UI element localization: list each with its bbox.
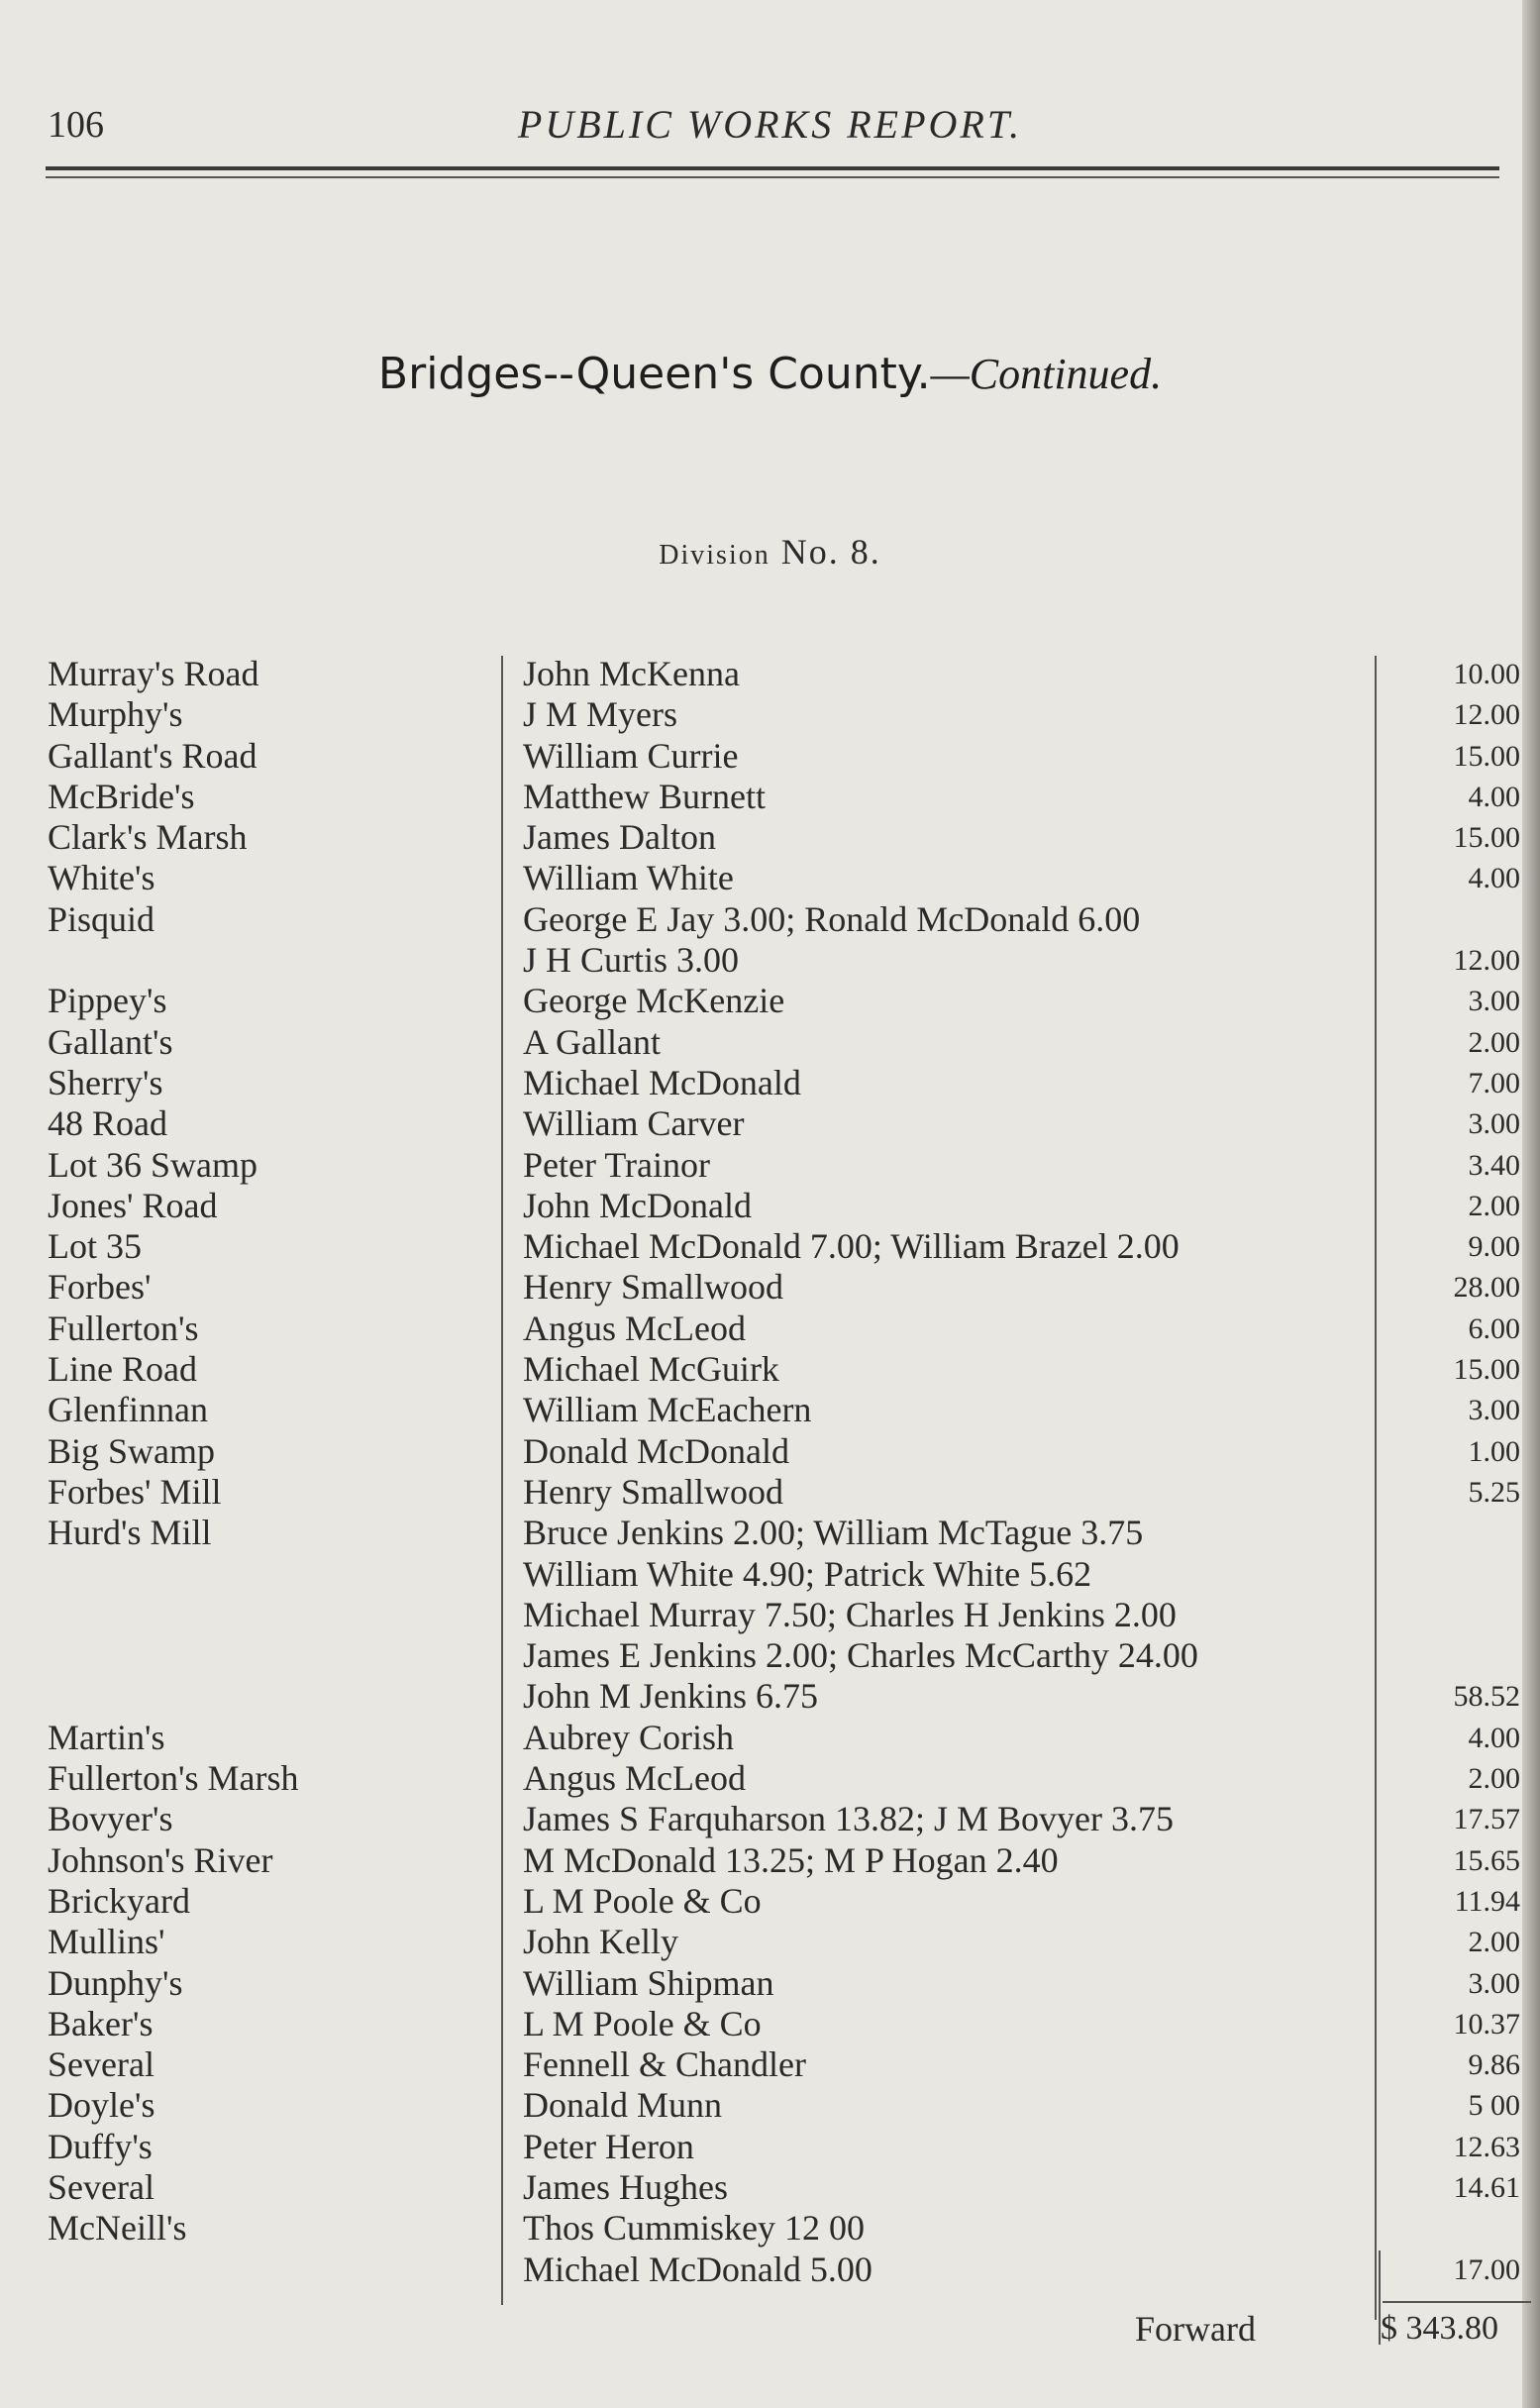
payee-entry: Angus McLeod xyxy=(523,1308,746,1348)
place-name: Brickyard xyxy=(48,1880,190,1921)
payee-entry: Henry Smallwood xyxy=(523,1471,783,1512)
amount-value: 11.94 xyxy=(1454,1884,1520,1918)
payee-entry: Peter Trainor xyxy=(523,1144,710,1185)
place-name: Murray's Road xyxy=(48,654,259,693)
payee-entry: J M Myers xyxy=(523,694,678,735)
place-name: Fullerton's Marsh xyxy=(48,1758,299,1799)
forward-total xyxy=(1381,2310,1498,2348)
amount-value: 12.63 xyxy=(1453,2130,1520,2163)
places-column xyxy=(48,654,298,2290)
division-heading xyxy=(0,531,1540,573)
amount-value xyxy=(1382,2208,1520,2249)
payee-entry: L M Poole & Co xyxy=(523,2003,762,2043)
running-head: PUBLIC WORKS REPORT. xyxy=(517,102,1023,147)
amount-value: 10.37 xyxy=(1453,2007,1520,2041)
amount-value: 4.00 xyxy=(1468,780,1520,813)
payee-entry: John McDonald xyxy=(523,1185,752,1225)
place-name: Murphy's xyxy=(48,694,183,735)
payee-entry: William McEachern xyxy=(523,1390,812,1430)
amount-value xyxy=(1382,1554,1520,1595)
total-rule xyxy=(1383,2301,1531,2303)
place-name: Several xyxy=(48,2044,154,2085)
amount-value: 15.00 xyxy=(1453,739,1520,773)
amount-value: 2.00 xyxy=(1468,1926,1520,1959)
amount-value: 14.61 xyxy=(1453,2170,1520,2204)
payee-entry: Angus McLeod xyxy=(523,1758,746,1799)
payee-entry: George McKenzie xyxy=(523,981,785,1021)
place-name xyxy=(48,1554,298,1595)
place-name: Duffy's xyxy=(48,2126,153,2166)
place-name: Lot 35 xyxy=(48,1226,142,1267)
place-name: Pippey's xyxy=(48,981,167,1021)
place-name xyxy=(48,2250,298,2290)
payee-entry: Michael Murray 7.50; Charles H Jenkins 2.00 xyxy=(523,1594,1177,1634)
amount-value: 28.00 xyxy=(1453,1271,1520,1305)
amount-value: 15.65 xyxy=(1453,1843,1520,1877)
amount-value xyxy=(1382,1635,1520,1676)
amount-value: 12.00 xyxy=(1453,944,1520,978)
place-name: Lot 36 Swamp xyxy=(48,1144,257,1185)
amount-value: 2.00 xyxy=(1468,1762,1520,1796)
amount-value: 3.00 xyxy=(1468,1966,1520,2000)
place-name xyxy=(48,1676,298,1717)
payee-entry: J H Curtis 3.00 xyxy=(523,940,740,981)
section-title xyxy=(0,349,1540,399)
amount-value: 10.00 xyxy=(1453,658,1520,690)
place-name: Martin's xyxy=(48,1717,165,1757)
amount-value: 3.40 xyxy=(1468,1148,1520,1182)
amount-value: 2.00 xyxy=(1468,1189,1520,1222)
amount-value: 3.00 xyxy=(1468,985,1520,1018)
payee-entry: John McKenna xyxy=(523,654,740,693)
place-name: Dunphy's xyxy=(48,1962,183,2003)
amount-value: 12.00 xyxy=(1453,698,1520,732)
forward-label: Forward xyxy=(1135,2309,1256,2349)
amount-value: 17.57 xyxy=(1453,1803,1520,1836)
place-name: Hurd's Mill xyxy=(48,1513,212,1553)
payee-entry: James S Farquharson 13.82; J M Bovyer 3.75 xyxy=(523,1799,1174,1839)
amount-value xyxy=(1382,1513,1520,1553)
amount-value: 6.00 xyxy=(1468,1311,1520,1345)
amount-value: 5.25 xyxy=(1468,1475,1520,1509)
page-number: 106 xyxy=(48,104,104,146)
place-name: Doyle's xyxy=(48,2085,155,2126)
payee-entry: John Kelly xyxy=(523,1922,678,1962)
place-name: Big Swamp xyxy=(48,1430,216,1471)
amounts-column xyxy=(1382,654,1520,2290)
amount-value: 15.00 xyxy=(1453,1353,1520,1387)
place-name: Mullins' xyxy=(48,1922,165,1962)
payee-entry: William Carver xyxy=(523,1103,745,1144)
section-title-continued: —Continued. xyxy=(930,350,1163,398)
payee-entry: L M Poole & Co xyxy=(523,1880,762,1921)
payee-entry: John M Jenkins 6.75 xyxy=(523,1676,819,1717)
payee-entry: Aubrey Corish xyxy=(523,1717,734,1757)
amount-value: 1.00 xyxy=(1468,1434,1520,1468)
place-name: Gallant's Road xyxy=(48,735,257,776)
place-name: 48 Road xyxy=(48,1103,167,1144)
place-name: Line Road xyxy=(48,1349,197,1390)
amount-value xyxy=(1382,899,1520,940)
payees-column xyxy=(523,654,1198,2290)
amount-value: 17.00 xyxy=(1453,2252,1520,2286)
payee-entry: Thos Cummiskey 12 00 xyxy=(523,2208,866,2249)
place-name: Clark's Marsh xyxy=(48,817,248,858)
amount-value: 5 00 xyxy=(1468,2089,1520,2123)
place-name: Gallant's xyxy=(48,1021,173,1062)
payee-entry: Fennell & Chandler xyxy=(523,2044,806,2085)
amount-value: 9.86 xyxy=(1468,2048,1520,2082)
place-name: McBride's xyxy=(48,776,195,816)
payee-entry: Bruce Jenkins 2.00; William McTague 3.75 xyxy=(523,1513,1144,1553)
place-name: Pisquid xyxy=(48,898,155,939)
section-title-main: Bridges--Queen's County. xyxy=(377,349,931,399)
division-number: No. 8. xyxy=(780,532,881,572)
place-name: Baker's xyxy=(48,2003,154,2043)
payee-entry: Henry Smallwood xyxy=(523,1267,783,1308)
place-name: Bovyer's xyxy=(48,1799,173,1839)
payee-entry: William Shipman xyxy=(523,1962,774,2003)
payee-entry: Michael McDonald 5.00 xyxy=(523,2249,873,2289)
place-name: Johnson's River xyxy=(48,1839,273,1880)
place-name: Forbes' xyxy=(48,1267,152,1308)
payee-entry: Michael McGuirk xyxy=(523,1349,779,1390)
payee-entry: Michael McDonald 7.00; William Brazel 2.00 xyxy=(523,1226,1180,1267)
place-name xyxy=(48,1635,298,1676)
amount-value: 15.00 xyxy=(1453,821,1520,855)
payee-entry: Matthew Burnett xyxy=(523,776,766,816)
payee-entry: Peter Heron xyxy=(523,2126,694,2166)
header-rule-thin xyxy=(46,176,1499,178)
amount-value xyxy=(1382,1595,1520,1635)
payee-entry: James Dalton xyxy=(523,817,716,858)
amount-value: 58.52 xyxy=(1453,1680,1520,1714)
place-name xyxy=(48,1595,298,1635)
place-name: Several xyxy=(48,2166,154,2207)
place-name: White's xyxy=(48,858,155,898)
payee-entry: George E Jay 3.00; Ronald McDonald 6.00 xyxy=(523,898,1141,939)
column-rule-left xyxy=(501,656,503,2305)
amount-value: 3.00 xyxy=(1468,1394,1520,1427)
place-name: Fullerton's xyxy=(48,1308,199,1348)
payee-entry: James E Jenkins 2.00; Charles McCarthy 24.00 xyxy=(523,1635,1198,1676)
payee-entry: William White 4.90; Patrick White 5.62 xyxy=(523,1553,1092,1594)
amount-value: 9.00 xyxy=(1468,1230,1520,1264)
currency-symbol: $ xyxy=(1381,2310,1397,2347)
amount-value: 3.00 xyxy=(1468,1107,1520,1141)
amount-value: 4.00 xyxy=(1468,862,1520,895)
amount-value: 7.00 xyxy=(1468,1066,1520,1099)
payee-entry: James Hughes xyxy=(523,2166,728,2207)
place-name xyxy=(48,940,298,981)
place-name: Jones' Road xyxy=(48,1185,218,1225)
column-rule-right xyxy=(1375,656,1377,2320)
payee-entry: Donald McDonald xyxy=(523,1430,789,1471)
header-rule-thick xyxy=(46,166,1499,170)
payee-entry: Michael McDonald xyxy=(523,1062,801,1102)
payee-entry: Donald Munn xyxy=(523,2085,722,2126)
payee-entry: A Gallant xyxy=(523,1021,661,1062)
place-name: Glenfinnan xyxy=(48,1390,208,1430)
forward-total-value: 343.80 xyxy=(1405,2310,1498,2347)
amount-value: 4.00 xyxy=(1468,1721,1520,1754)
amount-value: 2.00 xyxy=(1468,1025,1520,1059)
place-name: Sherry's xyxy=(48,1062,163,1102)
division-label: Division xyxy=(659,540,770,571)
payee-entry: William White xyxy=(523,858,734,898)
payee-entry: William Currie xyxy=(523,735,739,776)
place-name: Forbes' Mill xyxy=(48,1471,222,1512)
place-name: McNeill's xyxy=(48,2208,187,2249)
payee-entry: M McDonald 13.25; M P Hogan 2.40 xyxy=(523,1839,1059,1880)
